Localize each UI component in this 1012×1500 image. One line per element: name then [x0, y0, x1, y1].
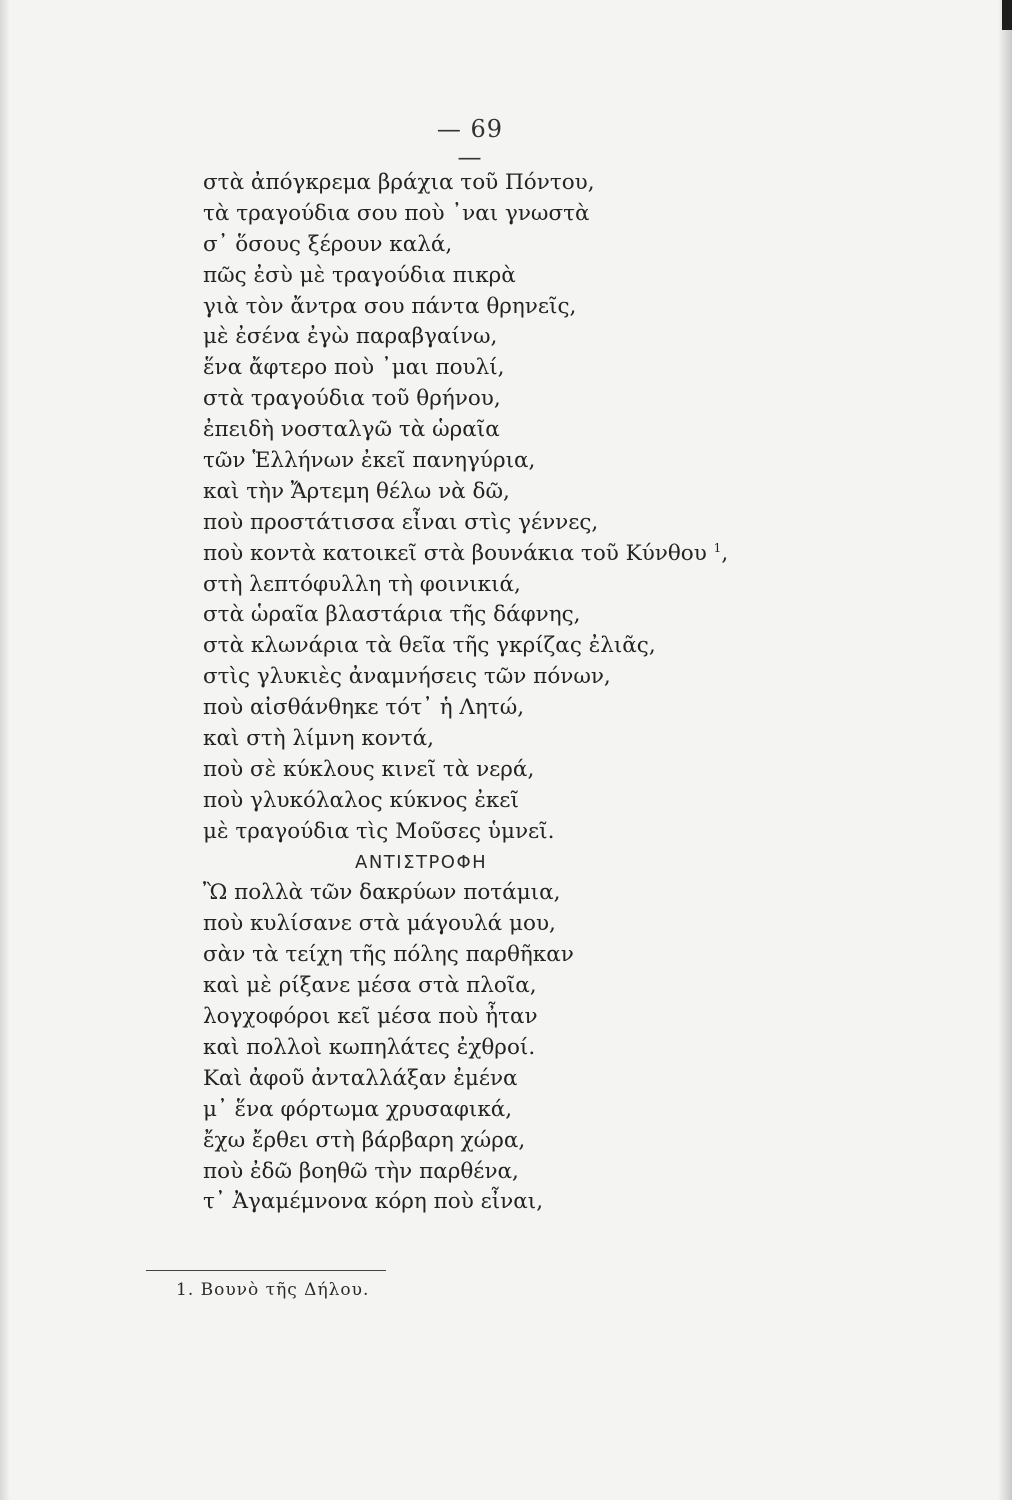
poem-line [203, 477, 783, 508]
poem-line-text: γιὰ τὸν ἄντρα σου πάντα θρηνεῖς, [203, 293, 577, 319]
poem-line-text: μ᾿ ἕνα φόρτωμα χρυσαφικά, [203, 1096, 513, 1122]
poem-line [203, 878, 783, 909]
poem-line-text: ποὺ σὲ κύκλους κινεῖ τὰ νερά, [203, 756, 535, 782]
poem-line [203, 570, 783, 601]
footnote-marker: 1 [713, 540, 722, 555]
poem-line-text: πῶς ἐσὺ μὲ τραγούδια πικρὰ [203, 262, 516, 288]
poem-line-text: στὰ ἀπόγκρεμα βράχια τοῦ Πόντου, [203, 170, 595, 195]
poem-line-text: τ᾿ Ἀγαμέμνονα κόρη ποὺ εἶναι, [203, 1189, 544, 1215]
scan-corner-mark [1002, 0, 1012, 30]
poem-line [203, 292, 783, 323]
poem-line [203, 230, 783, 261]
poem-line [203, 693, 783, 724]
poem-line [203, 971, 783, 1002]
section-heading [203, 848, 783, 879]
poem-line [203, 199, 783, 230]
poem-line [203, 1002, 783, 1033]
poem-line [203, 384, 783, 415]
poem-line [203, 1064, 783, 1095]
poem-line-text: ποὺ αἰσθάνθηκε τότ᾿ ἡ Λητώ, [203, 695, 525, 721]
poem-line [203, 817, 783, 848]
poem-line-text: στὰ τραγούδια τοῦ θρήνου, [203, 386, 501, 412]
poem-line [203, 631, 783, 662]
poem-line-text: ποὺ κυλίσανε στὰ μάγουλά μου, [203, 911, 556, 937]
poem-line-text: ἐπειδὴ νοσταλγῶ τὰ ὡραῖα [203, 417, 500, 443]
poem-line [203, 786, 783, 817]
poem-line-punctuation: , [721, 540, 729, 566]
poem-line [203, 1033, 783, 1064]
poem-line-text: ποὺ κοντὰ κατοικεῖ στὰ βουνάκια τοῦ Κύνθου [203, 540, 707, 566]
poem-line [203, 1157, 783, 1188]
poem-line [203, 1187, 783, 1218]
poem-line [203, 1126, 783, 1157]
poem-line-text: σ᾿ ὅσους ξέρουν καλά, [203, 231, 453, 257]
poem-line-text: καὶ τὴν Ἄρτεμη θέλω νὰ δῶ, [203, 478, 510, 504]
poem-line [203, 600, 783, 631]
poem-line [203, 508, 783, 539]
poem-line-text: τῶν Ἑλλήνων ἐκεῖ πανηγύρια, [203, 448, 536, 474]
poem-line-text: λογχοφόροι κεῖ μέσα ποὺ ἦταν [203, 1004, 538, 1030]
poem-line-text: καὶ στὴ λίμνη κοντά, [203, 726, 435, 752]
poem-line-text: τὰ τραγούδια σου ποὺ ᾿ναι γνωστὰ [203, 200, 590, 226]
poem-line-text: στὶς γλυκιὲς ἀναμνήσεις τῶν πόνων, [203, 664, 611, 690]
poem-line [203, 322, 783, 353]
poem-line-text: ποὺ προστάτισσα εἶναι στὶς γέννες, [203, 509, 599, 535]
poem-line [203, 662, 783, 693]
poem-line-text: καὶ μὲ ρίξανε μέσα στὰ πλοῖα, [203, 973, 537, 999]
footnote-rule [146, 1270, 386, 1271]
poem-line-text: μὲ ἐσένα ἐγὼ παραβγαίνω, [203, 324, 498, 350]
poem-text [203, 168, 783, 1218]
poem-line-text: μὲ τραγούδια τὶς Μοῦσες ὑμνεῖ. [203, 818, 555, 844]
poem-line-text: σὰν τὰ τείχη τῆς πόλης παρθῆκαν [203, 942, 574, 968]
poem-line [203, 1095, 783, 1126]
poem-line [203, 415, 783, 446]
page-number: — 69 — [436, 115, 504, 171]
poem-line-text: ἔχω ἔρθει στὴ βάρβαρη χώρα, [203, 1127, 526, 1153]
poem-line-text: στὰ κλωνάρια τὰ θεῖα τῆς γκρίζας ἐλιᾶς, [203, 633, 656, 659]
page-left-edge [0, 0, 10, 1500]
page-right-edge [998, 0, 1012, 1500]
poem-line-text: καὶ πολλοὶ κωπηλάτες ἐχθροί. [203, 1034, 536, 1060]
poem-line [203, 168, 783, 199]
poem-line [203, 261, 783, 292]
poem-line-text: στὴ λεπτόφυλλη τὴ φοινικιά, [203, 571, 521, 597]
poem-line [203, 755, 783, 786]
poem-line [203, 446, 783, 477]
poem-line-text: ποὺ γλυκόλαλος κύκνος ἐκεῖ [203, 787, 519, 813]
poem-line-text: ποὺ ἐδῶ βοηθῶ τὴν παρθένα, [203, 1158, 519, 1184]
poem-line-text: Ὢ πολλὰ τῶν δακρύων ποτάμια, [203, 880, 561, 906]
poem-line-text: ἕνα ἄφτερο ποὺ ᾿μαι πουλί, [203, 355, 505, 381]
poem-line-text: Καὶ ἀφοῦ ἀνταλλάξαν ἐμένα [203, 1065, 518, 1091]
footnote: 1. Βουνὸ τῆς Δήλου. [176, 1280, 370, 1300]
poem-line [203, 724, 783, 755]
poem-line [203, 940, 783, 971]
poem-line [203, 909, 783, 940]
poem-line-text: στὰ ὡραῖα βλαστάρια τῆς δάφνης, [203, 602, 581, 628]
poem-line-text: ΑΝΤΙΣΤΡΟΦΗ [355, 851, 488, 873]
poem-line [203, 539, 783, 570]
poem-line [203, 353, 783, 384]
